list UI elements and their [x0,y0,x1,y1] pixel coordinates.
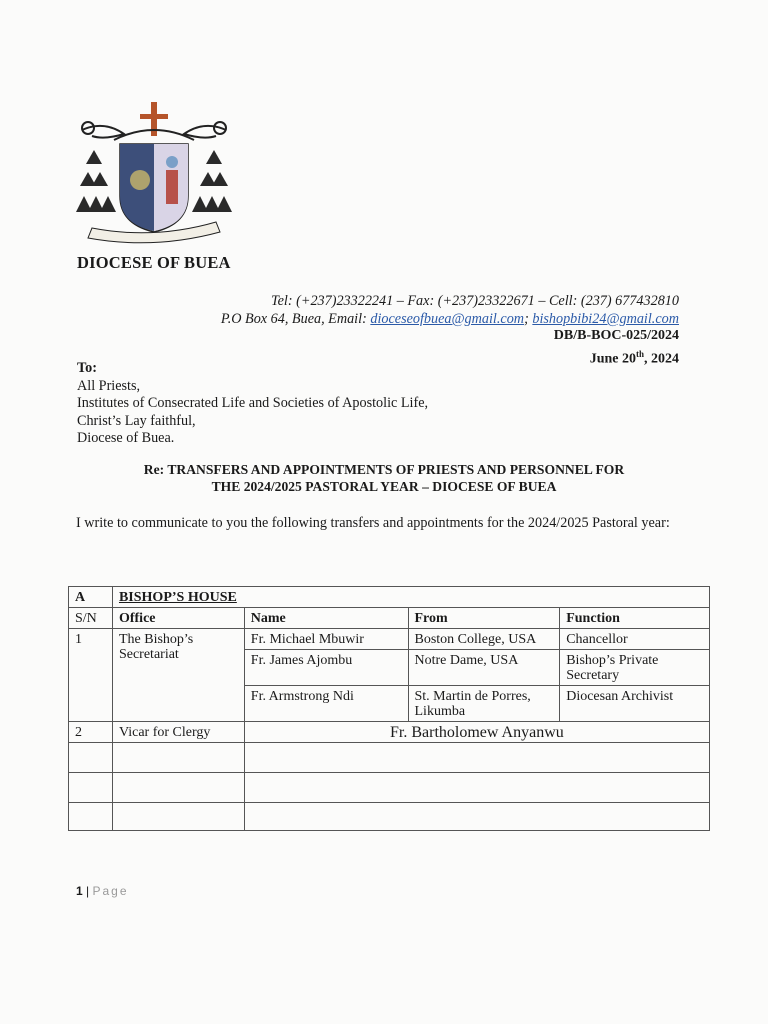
reference-number: DB/B-BOC-025/2024 [553,328,679,343]
email-link-diocese[interactable]: dioceseofbuea@gmail.com [370,311,525,327]
date-ordinal: th [635,349,644,359]
subject-line-2: THE 2024/2025 PASTORAL YEAR – DIOCESE OF BUEA [211,479,557,494]
cell-office: Vicar for Clergy [112,722,244,743]
recipients-label: To: [77,360,97,376]
email-separator: ; [524,311,533,327]
cell-from: St. Martin de Porres, Likumba [408,686,560,722]
empty-cell [244,773,709,803]
cell-from: Notre Dame, USA [408,650,560,686]
recipient-line: Christ’s Lay faithful, [77,412,196,429]
appointments-table [68,586,710,831]
empty-row [69,743,710,773]
cell-name: Fr. Armstrong Ndi [244,686,408,722]
cell-office: The Bishop’s Secretariat [112,629,244,722]
cell-sn: 1 [69,629,113,722]
address-text: P.O Box 64, Buea, Email: [220,311,371,327]
cell-merged-name: Fr. Bartholomew Anyanwu [244,722,709,743]
header-function: Function [560,608,710,629]
page-number: 1 [76,884,83,898]
empty-cell [69,743,113,773]
contact-details [221,292,679,328]
header-name: Name [244,608,408,629]
recipient-line: All Priests, [77,377,141,394]
header-from: From [408,608,560,629]
recipients-block [77,360,428,448]
section-title: BISHOP’S HOUSE [118,590,237,605]
diocese-coat-of-arms [74,100,234,248]
cell-from: Boston College, USA [408,629,560,650]
cell-function: Diocesan Archivist [560,686,710,722]
empty-row [69,773,710,803]
empty-cell [112,803,244,831]
cell-name: Fr. Michael Mbuwir [244,629,408,650]
contact-address-email [221,310,679,328]
empty-cell [244,743,709,773]
section-header-row [69,587,710,608]
cell-name: Fr. James Ajombu [244,650,408,686]
header-sn: S/N [69,608,113,629]
recipient-line: Institutes of Consecrated Life and Societies of Apostolic Life, [77,395,429,411]
section-title-cell [112,587,709,608]
header-office: Office [112,608,244,629]
intro-paragraph: I write to communicate to you the following transfers and appointments for the 2024/2025 Pastoral year: [76,515,670,531]
table-row [69,629,710,650]
contact-phone-fax: Tel: (+237)23322241 – Fax: (+237)23322671 – Cell: (237) 677432810 [271,293,679,309]
page-label: Page [92,884,129,898]
recipient-line: Diocese of Buea. [77,430,175,446]
subject-line-1: Re: TRANSFERS AND APPOINTMENTS OF PRIESTS AND PERSONNEL FOR [143,462,625,477]
letter-date [554,345,679,369]
organization-name: DIOCESE OF BUEA [77,253,231,272]
reference-block [554,327,679,369]
empty-cell [112,773,244,803]
date-day: June 20 [589,351,636,367]
cell-sn: 2 [69,722,113,743]
date-year: , 2024 [644,351,679,367]
section-letter: A [69,587,113,608]
cell-function: Bishop’s Private Secretary [560,650,710,686]
email-link-bishop[interactable]: bishopbibi24@gmail.com [532,311,679,327]
empty-row [69,803,710,831]
empty-cell [244,803,709,831]
empty-cell [112,743,244,773]
column-header-row [69,608,710,629]
cell-function: Chancellor [560,629,710,650]
subject-heading [90,461,678,495]
empty-cell [69,773,113,803]
page-footer [76,884,129,898]
empty-cell [69,803,113,831]
footer-separator: | [82,884,93,898]
table-row [69,722,710,743]
